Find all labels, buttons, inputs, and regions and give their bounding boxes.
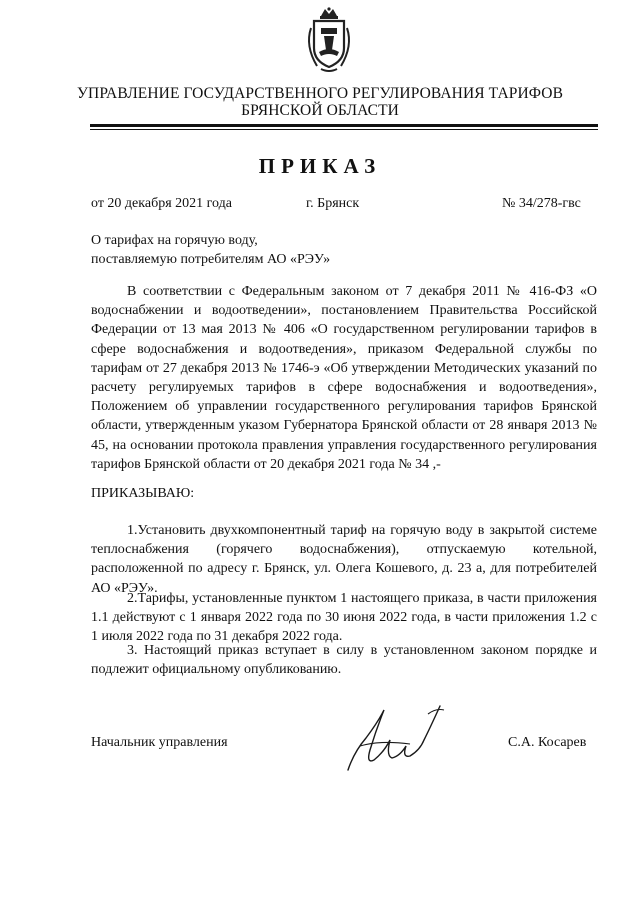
order-heading: ПРИКАЗЫВАЮ: [91,486,195,501]
signatory-name: С.А. Косарев [508,735,587,750]
order-item-3 [91,641,597,679]
order-item-2 [91,589,597,647]
document-title: ПРИКАЗ [258,154,382,178]
document-subject [91,231,330,269]
coat-of-arms-icon [299,6,359,76]
order-item-text: 1.Установить двухкомпонентный тариф на горячую воду в закрытой системе теплоснабжения (горячего водоснабжения), отпускаемую котельной, расположенной по адресу г. Брянск, ул. Олега Кошевого, д. 23 а, для потребителей АО «РЭУ». [91,523,597,596]
organization-name-line1: УПРАВЛЕНИЕ ГОСУДАРСТВЕННОГО РЕГУЛИРОВАНИЯ ТАРИФОВ [76,85,564,102]
header-divider-thick [90,124,598,127]
order-item-text: 2.Тарифы, установленные пунктом 1 настоящего приказа, в части приложения 1.1 действуют с 1 января 2022 года по 30 июня 2022 года, в части приложения 1.2 с 1 июля 2022 года по 31 декабря 2022 года. [91,591,597,645]
order-item-text: 3. Настоящий приказ вступает в силу в установленном законом порядке и подлежит официальному опубликованию. [91,643,597,678]
document-number: № 34/278-гвс [502,196,581,211]
preamble-paragraph [91,282,597,474]
preamble-text: В соответствии с Федеральным законом от 7 декабря 2011 № 416-ФЗ «О водоснабжении и водоотведении», постановлением Правительства Российской Федерации от 13 мая 2013 № 406 «О государственном регулировании тарифов в сфере водоснабжения и водоотведения», приказом Федеральной службы по тарифам от 27 декабря 2013 № 1746-э «Об утверждении Методических указаний по расчету регулируемых тарифов в сфере водоснабжения и водоотведения», Положением об управлении государственного регулирования тарифов Брянской области, утвержденным указом Губернатора Брянской области от 28 января 2013 № 45, на основании протокола правления управления государственного регулирования тарифов Брянской области от 20 декабря 2021 года № 34 ,- [91,284,597,472]
handwritten-signature [340,700,450,780]
order-item-1 [91,521,597,598]
subject-line: поставляемую потребителям АО «РЭУ» [91,252,331,267]
document-city: г. Брянск [306,196,360,211]
document-date: от 20 декабря 2021 года [91,196,232,211]
organization-name-line2: БРЯНСКОЙ ОБЛАСТИ [241,102,399,119]
subject-line: О тарифах на горячую воду, [91,233,258,248]
signatory-role: Начальник управления [91,735,228,750]
header-divider-thin [90,129,598,130]
